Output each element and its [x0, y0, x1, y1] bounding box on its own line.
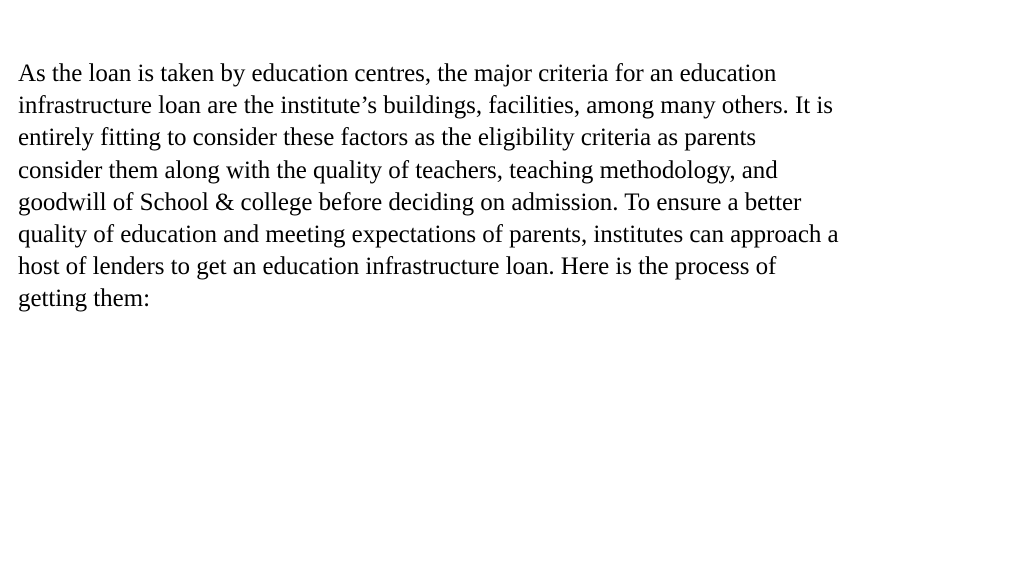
paragraph-line-6: quality of education and meeting expectations of parents, institutes can approach a: [18, 221, 839, 249]
paragraph-line-4: consider them along with the quality of teachers, teaching methodology, and: [18, 156, 778, 184]
paragraph-line-2: infrastructure loan are the institute’s buildings, facilities, among many others. It is: [18, 92, 833, 120]
paragraph-line-5: goodwill of School & college before deciding on admission. To ensure a better: [18, 188, 802, 216]
paragraph-line-7: host of lenders to get an education infrastructure loan. Here is the process of: [18, 253, 777, 281]
body-paragraph: [18, 58, 1018, 316]
paragraph-line-3: entirely fitting to consider these factors as the eligibility criteria as parents: [18, 124, 757, 152]
paragraph-line-8: getting them:: [18, 285, 150, 313]
paragraph-line-1: As the loan is taken by education centres, the major criteria for an education: [18, 60, 777, 87]
